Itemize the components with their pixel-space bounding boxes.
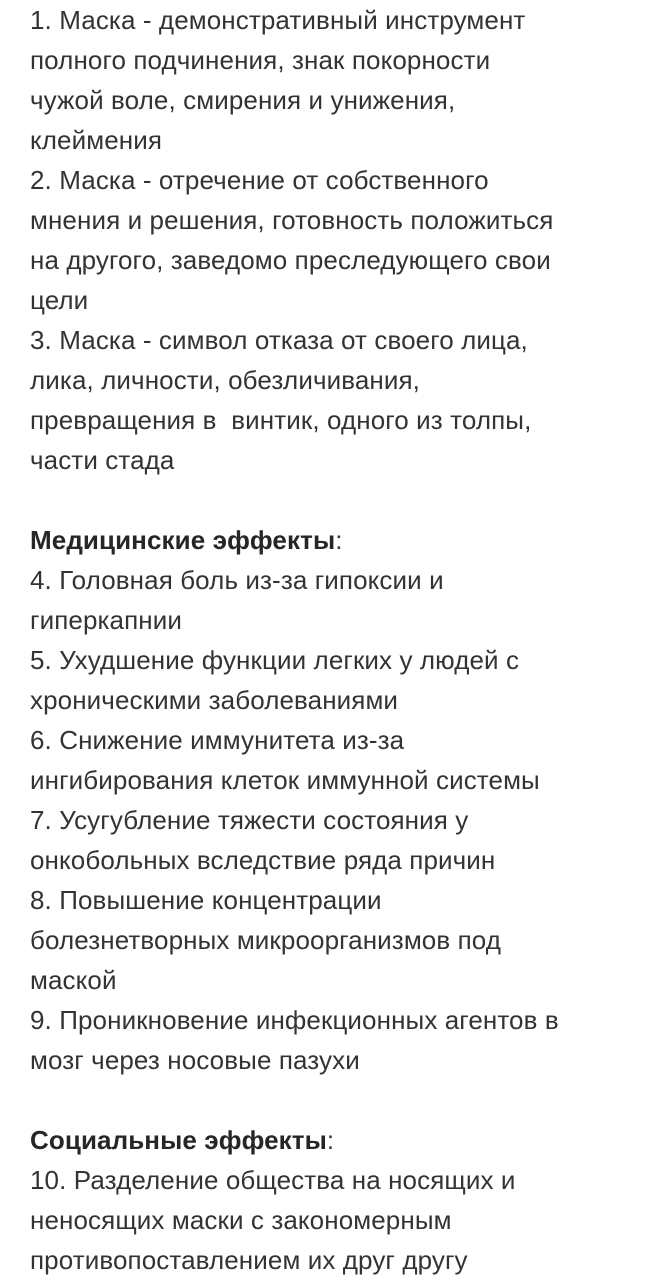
text-line: онкобольных вследствие ряда причин xyxy=(30,845,496,875)
text-line: 4. Головная боль из-за гипоксии и xyxy=(30,565,444,595)
medical-item-5 xyxy=(30,640,660,720)
text-line: хроническими заболеваниями xyxy=(30,685,399,715)
medical-item-6 xyxy=(30,720,660,800)
medical-item-9 xyxy=(30,1000,660,1080)
text-line: чужой воле, смирения и унижения, xyxy=(30,85,456,115)
text-line: клеймения xyxy=(30,125,163,155)
text-line: гиперкапнии xyxy=(30,605,182,635)
text-line: 6. Снижение иммунитета из-за xyxy=(30,725,405,755)
text-line: мнения и решения, готовность положиться xyxy=(30,205,554,235)
text-line: 2. Маска - отречение от собственного xyxy=(30,165,489,195)
mask-item-2 xyxy=(30,160,660,320)
spacer xyxy=(30,1080,660,1120)
text-line: 9. Проникновение инфекционных агентов в xyxy=(30,1005,559,1035)
social-effects-heading-colon: : xyxy=(326,1125,335,1155)
spacer xyxy=(30,480,660,520)
medical-effects-heading xyxy=(30,520,660,560)
medical-effects-heading-text: Медицинские эффекты xyxy=(30,525,336,555)
text-line: 10. Разделение общества на носящих и xyxy=(30,1165,516,1195)
social-item-10 xyxy=(30,1160,660,1280)
text-line: мозг через носовые пазухи xyxy=(30,1045,360,1075)
text-line: цели xyxy=(30,285,89,315)
text-line: 5. Ухудшение функции легких у людей с xyxy=(30,645,520,675)
mask-item-3 xyxy=(30,320,660,480)
social-effects-heading xyxy=(30,1120,660,1160)
text-line: на другого, заведомо преследующего свои xyxy=(30,245,551,275)
social-effects-heading-text: Социальные эффекты xyxy=(30,1125,327,1155)
medical-item-4 xyxy=(30,560,660,640)
text-line: 8. Повышение концентрации xyxy=(30,885,382,915)
text-line: превращения в винтик, одного из толпы, xyxy=(30,405,532,435)
text-line: лика, личности, обезличивания, xyxy=(30,365,420,395)
text-line: 3. Маска - символ отказа от своего лица, xyxy=(30,325,528,355)
text-line: части стада xyxy=(30,445,175,475)
text-line: полного подчинения, знак покорности xyxy=(30,45,491,75)
text-line: противопоставлением их друг другу xyxy=(30,1245,468,1275)
medical-item-8 xyxy=(30,880,660,1000)
article-text xyxy=(30,0,660,1280)
text-line: 7. Усугубление тяжести состояния у xyxy=(30,805,469,835)
mask-item-1 xyxy=(30,0,660,160)
text-line: маской xyxy=(30,965,117,995)
text-line: болезнетворных микроорганизмов под xyxy=(30,925,502,955)
medical-effects-heading-colon: : xyxy=(335,525,343,555)
text-line: ингибирования клеток иммунной системы xyxy=(30,765,540,795)
medical-item-7 xyxy=(30,800,660,880)
text-line: 1. Маска - демонстративный инструмент xyxy=(30,5,526,35)
text-line: неносящих маски с закономерным xyxy=(30,1205,452,1235)
